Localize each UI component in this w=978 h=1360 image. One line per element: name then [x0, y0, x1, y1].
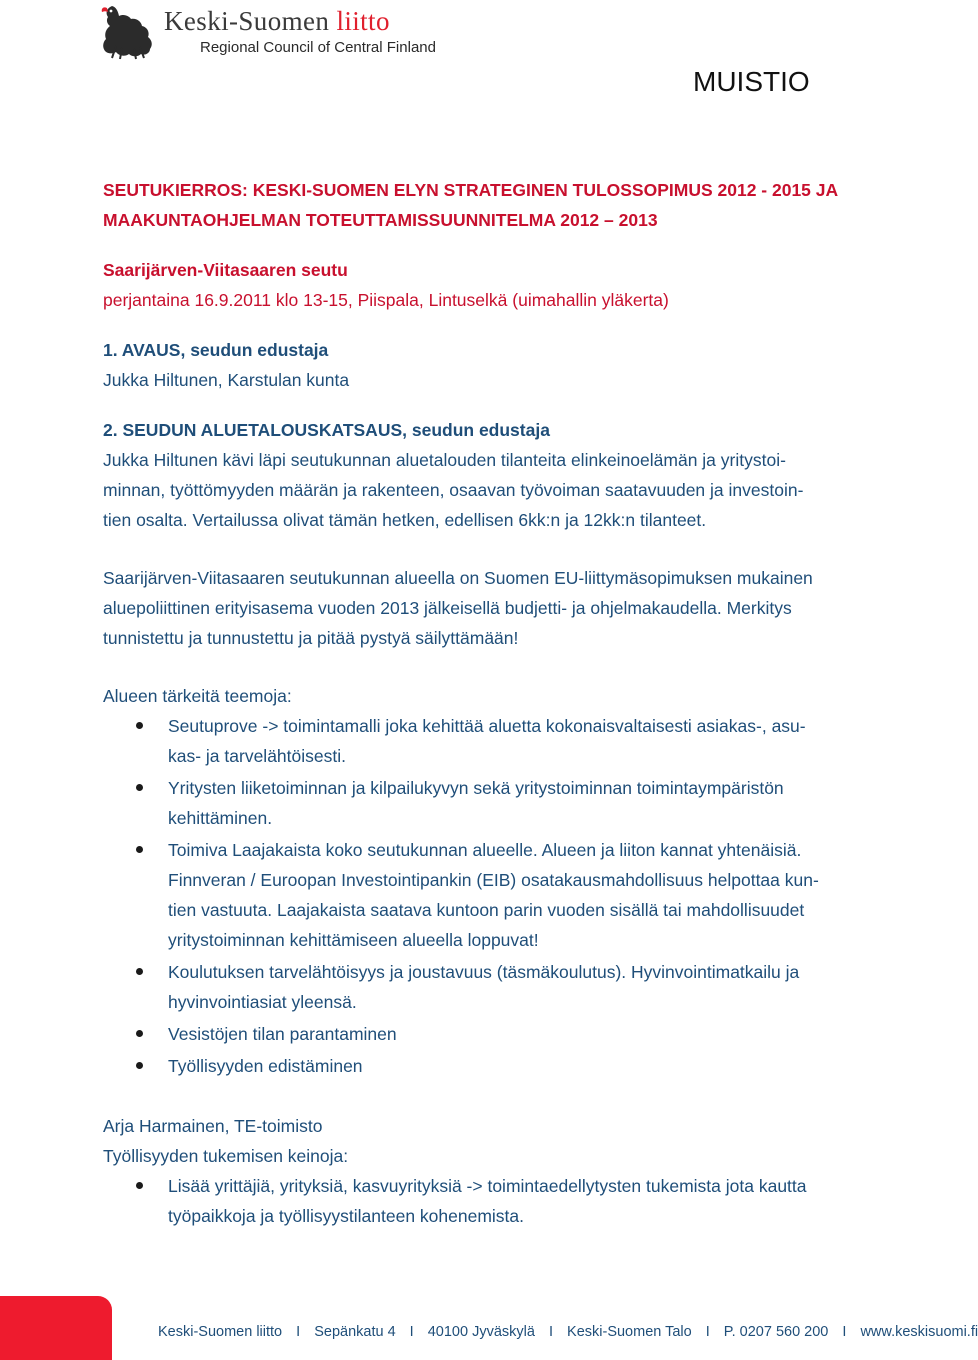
footer-phone: P. 0207 560 200	[723, 1324, 829, 1340]
footer-city: 40100 Jyväskylä	[427, 1324, 535, 1340]
org-name-part2: liitto	[336, 6, 390, 36]
section1-heading: 1. AVAUS, seudun edustaja	[103, 340, 329, 360]
footer-separator: I	[296, 1324, 301, 1340]
section2-para1-line: Jukka Hiltunen kävi läpi seutukunnan aluetalouden tilanteita elinkeinoelämän ja yritystoi-	[103, 450, 786, 470]
footer-separator: I	[409, 1324, 414, 1340]
footer-contact	[158, 1324, 978, 1340]
list-item-line: kehittäminen.	[168, 808, 273, 828]
list-item-line: työpaikkoja ja työllisyystilanteen kohenemista.	[168, 1206, 525, 1226]
list-item-line: Lisää yrittäjiä, yrityksiä, kasvuyrityksiä -> toimintaedellytysten tukemista jota kautta	[168, 1176, 807, 1196]
list-item	[103, 835, 913, 955]
meeting-info: perjantaina 16.9.2011 klo 13-15, Piispala, Lintuselkä (uimahallin yläkerta)	[103, 290, 669, 310]
list-item-line: tien vastuuta. Laajakaista saatava kuntoon parin vuoden sisällä tai mahdollisuudet	[168, 900, 805, 920]
section2-para1-line: tien osalta. Vertailussa olivat tämän hetken, edellisen 6kk:n ja 12kk:n tilanteet.	[103, 510, 707, 530]
section2-heading: 2. SEUDUN ALUETALOUSKATSAUS, seudun edustaja	[103, 420, 550, 440]
document-type-title: MUISTIO	[693, 66, 810, 97]
themes-label: Alueen tärkeitä teemoja:	[103, 686, 292, 706]
footer-web-link[interactable]: www.keskisuomi.fi	[860, 1324, 978, 1340]
section2-para2-line: tunnistettu ja tunnustettu ja pitää pystyä säilyttämään!	[103, 628, 519, 648]
footer-separator: I	[705, 1324, 710, 1340]
list-item-line: yritystoiminnan kehittämiseen alueella loppuvat!	[168, 930, 539, 950]
footer-address: Sepänkatu 4	[314, 1324, 396, 1340]
footer-building: Keski-Suomen Talo	[567, 1324, 692, 1340]
list-item-line: Koulutuksen tarvelähtöisyys ja joustavuus (täsmäkoulutus). Hyvinvointimatkailu ja	[168, 962, 800, 982]
list-item	[103, 711, 913, 771]
footer-separator: I	[842, 1324, 847, 1340]
capercaillie-bird-icon	[98, 2, 156, 60]
list-item-line: kas- ja tarvelähtöisesti.	[168, 746, 346, 766]
list-item-line: Finnveran / Euroopan Investointipankin (EIB) osatakausmahdollisuus helpottaa kun-	[168, 870, 819, 890]
footer-brand-block	[0, 1296, 112, 1360]
region-name: Saarijärven-Viitasaaren seutu	[103, 260, 348, 280]
list-item-line: Yritysten liiketoiminnan ja kilpailukyvyn sekä yritystoiminnan toimintaympäristön	[168, 778, 784, 798]
section1-text: Jukka Hiltunen, Karstulan kunta	[103, 370, 350, 390]
footer-separator: I	[548, 1324, 553, 1340]
list-item	[103, 773, 913, 833]
list-item	[103, 957, 913, 1017]
section2-para1-line: minnan, työttömyyden määrän ja rakenteen, osaavan työvoiman saatavuuden ja investoin-	[103, 480, 804, 500]
list-item-line: Työllisyyden edistäminen	[168, 1056, 363, 1076]
org-name	[164, 6, 390, 37]
section2-para2-line: aluepoliittinen erityisasema vuoden 2013 jälkeisellä budjetti- ja ohjelmakaudella. Merkitys	[103, 598, 792, 618]
list-item	[103, 1019, 913, 1049]
list-item-line: Vesistöjen tilan parantaminen	[168, 1024, 397, 1044]
list-item	[103, 1171, 913, 1231]
themes-list	[103, 711, 913, 1081]
te-label: Työllisyyden tukemisen keinoja:	[103, 1146, 349, 1166]
te-speaker: Arja Harmainen, TE-toimisto	[103, 1116, 323, 1136]
list-item-line: Seutuprove -> toimintamalli joka kehittää aluetta kokonaisvaltaisesti asiakas-, asu-	[168, 716, 806, 736]
list-item	[103, 1051, 913, 1081]
document-body	[103, 175, 913, 1233]
org-logo	[98, 2, 478, 60]
title-line-2: MAAKUNTAOHJELMAN TOTEUTTAMISSUUNNITELMA 2012 – 2013	[103, 210, 658, 230]
list-item-line: Toimiva Laajakaista koko seutukunnan alueelle. Alueen ja liiton kannat yhtenäisiä.	[168, 840, 802, 860]
list-item-line: hyvinvointiasiat yleensä.	[168, 992, 357, 1012]
org-name-part1: Keski-Suomen	[164, 6, 330, 36]
org-subtitle: Regional Council of Central Finland	[200, 39, 436, 56]
footer-org: Keski-Suomen liitto	[158, 1324, 283, 1340]
title-line-1: SEUTUKIERROS: KESKI-SUOMEN ELYN STRATEGINEN TULOSSOPIMUS 2012 - 2015 JA	[103, 180, 839, 200]
section2-para2-line: Saarijärven-Viitasaaren seutukunnan alueella on Suomen EU-liittymäsopimuksen mukainen	[103, 568, 813, 588]
te-list	[103, 1171, 913, 1231]
